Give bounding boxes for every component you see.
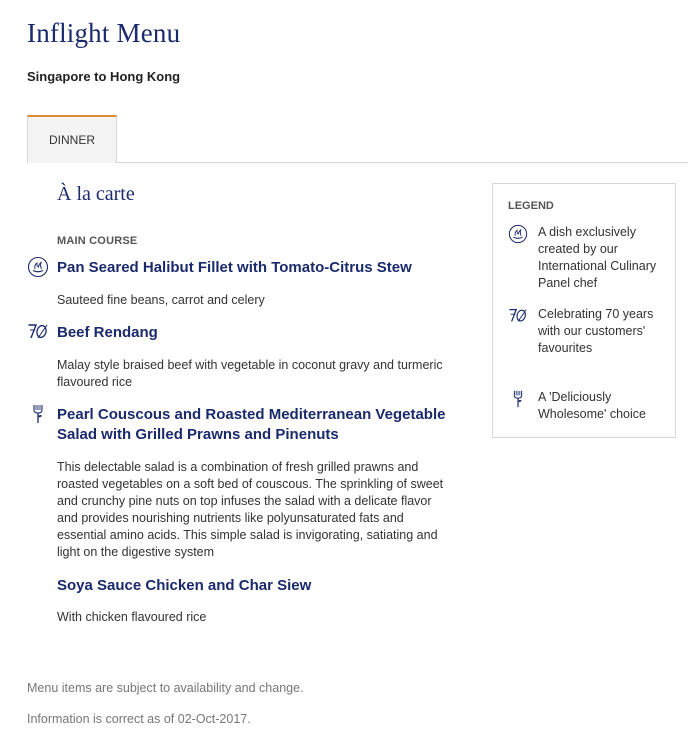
tab-bar — [27, 115, 688, 163]
dish-description: Malay style braised beef with vegetable in coconut gravy and turmeric flavoured rice — [57, 358, 443, 389]
legend-title: LEGEND — [508, 200, 554, 212]
culinary-panel-icon — [27, 256, 49, 278]
dish-description: With chicken flavoured rice — [57, 610, 207, 624]
deliciously-wholesome-icon — [508, 389, 528, 409]
legend-item-text: A 'Deliciously Wholesome' choice — [538, 390, 646, 421]
dish-item — [27, 403, 457, 563]
legend-item-text: A dish exclusively created by our International Culinary Panel chef — [538, 225, 657, 290]
legend-item — [508, 389, 673, 429]
dish-name: Beef Rendang — [57, 324, 158, 341]
info-note: Information is correct as of 02-Oct-2017. — [27, 712, 251, 726]
legend-panel — [492, 183, 676, 438]
legend-item — [508, 306, 673, 376]
course-label: MAIN COURSE — [57, 235, 138, 247]
culinary-panel-icon — [508, 224, 528, 244]
dish-description: This delectable salad is a combination of fresh grilled prawns and roasted vegetables on a soft bed of couscous. The sprinkling of sweet and crunchy pine nuts on top infuses the salad with a delicate flavor and provides nourishing nutrients like polyunsaturated fats and essential amino acids. This simple salad is invigorating, satiating and light on the digestive system — [57, 460, 444, 559]
dish-name: Pan Seared Halibut Fillet with Tomato-Citrus Stew — [57, 259, 412, 276]
dish-name: Pearl Couscous and Roasted Mediterranean Vegetable Salad with Grilled Prawns and Pinenuts — [57, 406, 446, 443]
deliciously-wholesome-icon — [27, 403, 49, 425]
dish-name: Soya Sauce Chicken and Char Siew — [57, 577, 312, 594]
dish-description: Sauteed fine beans, carrot and celery — [57, 293, 265, 307]
tab-dinner[interactable]: DINNER — [27, 115, 117, 163]
legend-item-text: Celebrating 70 years with our customers' favourites — [538, 307, 654, 355]
celebrating-70-icon — [508, 306, 528, 326]
page-title: Inflight Menu — [27, 18, 181, 48]
celebrating-70-icon — [27, 321, 49, 343]
availability-note: Menu items are subject to availability and change. — [27, 681, 304, 695]
dish-item — [27, 256, 457, 316]
dish-item — [27, 321, 457, 391]
route-subtitle: Singapore to Hong Kong — [27, 69, 181, 84]
legend-item — [508, 224, 673, 294]
dish-item — [27, 574, 457, 634]
section-title: À la carte — [57, 183, 135, 205]
